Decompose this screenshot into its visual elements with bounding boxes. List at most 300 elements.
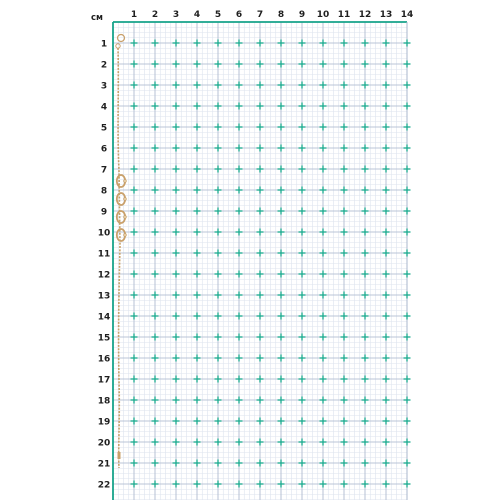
crosshair-mark [131,124,138,131]
crosshair-mark [215,61,222,68]
crosshair-mark [215,82,222,89]
crosshair-mark [236,229,243,236]
crosshair-mark [152,460,159,467]
crosshair-mark [194,376,201,383]
crosshair-mark [215,271,222,278]
crosshair-mark [215,187,222,194]
crosshair-mark [404,439,411,446]
crosshair-mark [341,82,348,89]
crosshair-mark [299,439,306,446]
crosshair-mark [341,334,348,341]
column-label: 9 [298,10,306,20]
crosshair-mark [299,481,306,488]
crosshair-mark [362,208,369,215]
crosshair-mark [131,334,138,341]
crosshair-mark [299,103,306,110]
column-label: 8 [277,10,285,20]
row-label: 16 [97,354,111,365]
row-label: 5 [100,123,108,134]
column-label: 10 [316,10,330,20]
crosshair-mark [152,208,159,215]
crosshair-mark [404,187,411,194]
crosshair-mark [173,103,180,110]
crosshair-mark [152,418,159,425]
crosshair-mark [383,418,390,425]
crosshair-mark [404,334,411,341]
crosshair-mark [236,82,243,89]
row-label: 1 [100,39,108,50]
crosshair-mark [194,418,201,425]
row-label: 9 [100,207,108,218]
crosshair-mark [236,460,243,467]
crosshair-mark [215,208,222,215]
row-label: 12 [97,270,111,281]
crosshair-mark [215,166,222,173]
crosshair-mark [257,103,264,110]
crosshair-mark [341,229,348,236]
crosshair-mark [131,61,138,68]
crosshair-mark [278,40,285,47]
crosshair-mark [278,376,285,383]
crosshair-mark [257,271,264,278]
crosshair-mark [173,313,180,320]
crosshair-mark [194,187,201,194]
crosshair-mark [278,481,285,488]
crosshair-mark [404,61,411,68]
crosshair-mark [299,355,306,362]
crosshair-mark [257,208,264,215]
crosshair-mark [194,82,201,89]
crosshair-mark [215,481,222,488]
crosshair-mark [320,61,327,68]
crosshair-mark [320,82,327,89]
crosshair-mark [320,250,327,257]
crosshair-mark [362,229,369,236]
crosshair-mark [194,208,201,215]
crosshair-mark [362,40,369,47]
crosshair-mark [320,460,327,467]
crosshair-mark [299,250,306,257]
crosshair-mark [404,313,411,320]
crosshair-mark [257,376,264,383]
crosshair-mark [404,376,411,383]
crosshair-mark [131,103,138,110]
crosshair-mark [257,145,264,152]
crosshair-mark [383,82,390,89]
crosshair-mark [215,418,222,425]
crosshair-mark [131,229,138,236]
crosshair-mark [404,481,411,488]
crosshair-mark [362,250,369,257]
crosshair-mark [362,481,369,488]
crosshair-mark [299,292,306,299]
crosshair-mark [131,145,138,152]
crosshair-mark [341,355,348,362]
crosshair-mark [173,208,180,215]
crosshair-mark [215,355,222,362]
column-label: 13 [379,10,393,20]
crosshair-mark [236,418,243,425]
crosshair-mark [215,397,222,404]
crosshair-mark [131,397,138,404]
column-label: 11 [337,10,351,20]
crosshair-mark [299,376,306,383]
crosshair-mark [341,250,348,257]
column-label: 7 [256,10,264,20]
crosshair-mark [299,418,306,425]
crosshair-mark [173,145,180,152]
crosshair-mark [236,208,243,215]
crosshair-mark [173,292,180,299]
crosshair-mark [341,313,348,320]
crosshair-mark [236,313,243,320]
crosshair-mark [236,61,243,68]
crosshair-mark [173,124,180,131]
crosshair-mark [173,460,180,467]
crosshair-mark [299,61,306,68]
crosshair-mark [236,292,243,299]
crosshair-mark [341,439,348,446]
crosshair-mark [173,166,180,173]
crosshair-mark [299,187,306,194]
crosshair-mark [299,229,306,236]
pendant-bead [124,216,127,219]
crosshair-mark [194,61,201,68]
crosshair-mark [362,334,369,341]
crosshair-mark [383,355,390,362]
crosshair-mark [173,187,180,194]
crosshair-mark [173,355,180,362]
crosshair-mark [383,145,390,152]
crosshair-mark [404,124,411,131]
crosshair-mark [362,187,369,194]
crosshair-mark [194,271,201,278]
crosshair-mark [320,334,327,341]
crosshair-mark [152,124,159,131]
crosshair-mark [299,208,306,215]
crosshair-mark [404,145,411,152]
crosshair-mark [173,40,180,47]
crosshair-mark [320,292,327,299]
crosshair-mark [131,208,138,215]
crosshair-mark [278,82,285,89]
crosshair-mark [173,334,180,341]
crosshair-mark [194,460,201,467]
crosshair-mark [257,481,264,488]
crosshair-mark [320,103,327,110]
crosshair-mark [152,271,159,278]
crosshair-mark [341,292,348,299]
crosshair-mark [383,271,390,278]
crosshair-mark [194,40,201,47]
crosshair-mark [278,271,285,278]
crosshair-mark [236,439,243,446]
column-label: 4 [193,10,201,20]
crosshair-mark [341,418,348,425]
unit-label: см [91,13,103,23]
crosshair-mark [152,376,159,383]
crosshair-mark [341,145,348,152]
crosshair-mark [152,82,159,89]
crosshair-mark [215,40,222,47]
crosshair-mark [383,103,390,110]
crosshair-mark [383,61,390,68]
chain-end-tag [118,452,121,459]
crosshair-mark [404,208,411,215]
crosshair-mark [278,103,285,110]
crosshair-mark [278,124,285,131]
crosshair-mark [383,187,390,194]
crosshair-mark [362,166,369,173]
crosshair-mark [215,145,222,152]
row-label: 15 [97,333,111,344]
crosshair-mark [194,481,201,488]
crosshair-mark [320,355,327,362]
crosshair-mark [257,292,264,299]
crosshair-mark [278,313,285,320]
crosshair-mark [131,355,138,362]
crosshair-mark [299,397,306,404]
crosshair-mark [152,61,159,68]
crosshair-mark [299,271,306,278]
crosshair-mark [152,145,159,152]
crosshair-mark [362,460,369,467]
crosshair-mark [194,229,201,236]
crosshair-mark [341,124,348,131]
crosshair-mark [257,82,264,89]
row-label: 13 [97,291,111,302]
crosshair-mark [215,376,222,383]
crosshair-mark [383,376,390,383]
column-label: 12 [358,10,372,20]
crosshair-mark [215,460,222,467]
crosshair-mark [299,40,306,47]
crosshair-mark [152,166,159,173]
crosshair-mark [320,166,327,173]
crosshair-mark [152,334,159,341]
crosshair-mark [320,439,327,446]
crosshair-mark [320,208,327,215]
crosshair-mark [194,355,201,362]
column-label: 2 [151,10,159,20]
crosshair-mark [215,229,222,236]
crosshair-mark [383,166,390,173]
crosshair-mark [299,334,306,341]
crosshair-mark [236,40,243,47]
crosshair-mark [194,103,201,110]
row-label: 3 [100,81,108,92]
column-labels [131,10,413,20]
crosshair-mark [341,187,348,194]
crosshair-mark [362,82,369,89]
necklace-chain-image [116,35,127,469]
row-label: 17 [97,375,111,386]
row-label: 19 [97,417,111,428]
crosshair-mark [341,61,348,68]
crosshair-mark [320,40,327,47]
crosshair-mark [236,103,243,110]
crosshair-mark [278,250,285,257]
crosshair-mark [131,166,138,173]
crosshair-mark [215,103,222,110]
crosshair-mark [131,460,138,467]
crosshair-mark [299,124,306,131]
crosshair-mark [362,418,369,425]
row-label: 18 [97,396,111,407]
crosshair-mark [278,187,285,194]
crosshair-mark [341,208,348,215]
crosshair-mark [257,418,264,425]
crosshair-mark [362,292,369,299]
crosshair-mark [152,103,159,110]
row-label: 7 [100,165,108,176]
crosshair-mark [383,229,390,236]
crosshair-mark [383,292,390,299]
crosshair-mark [278,166,285,173]
row-label: 6 [100,144,108,155]
crosshair-mark [257,250,264,257]
crosshair-mark [383,439,390,446]
crosshair-mark [320,124,327,131]
crosshair-mark [257,61,264,68]
crosshair-mark [299,460,306,467]
crosshair-mark [299,82,306,89]
crosshair-mark [404,229,411,236]
crosshair-mark [299,145,306,152]
crosshair-mark [257,460,264,467]
crosshair-mark [173,82,180,89]
crosshair-mark [236,355,243,362]
crosshair-mark [362,313,369,320]
crosshair-mark [404,103,411,110]
crosshair-mark [173,397,180,404]
crosshair-mark [152,250,159,257]
row-label: 22 [97,480,111,491]
crosshair-mark [341,397,348,404]
crosshair-mark [173,250,180,257]
crosshair-mark [236,397,243,404]
row-label: 11 [97,249,111,260]
crosshair-mark [257,313,264,320]
crosshair-mark [404,418,411,425]
crosshair-mark [257,40,264,47]
column-label: 1 [130,10,138,20]
crosshair-mark [362,61,369,68]
crosshair-mark [404,292,411,299]
crosshair-mark [152,229,159,236]
crosshair-mark [131,82,138,89]
crosshair-mark [236,145,243,152]
crosshair-mark [320,376,327,383]
crosshair-mark [383,250,390,257]
crosshair-mark [383,208,390,215]
crosshair-mark [341,481,348,488]
crosshair-mark [215,250,222,257]
crosshair-mark [173,439,180,446]
crosshair-mark [278,439,285,446]
crosshair-mark [257,397,264,404]
row-label: 21 [97,459,111,470]
crosshair-mark [236,250,243,257]
crosshair-mark [320,481,327,488]
crosshair-mark [383,397,390,404]
crosshair-mark [383,40,390,47]
major-grid-lines [113,22,407,500]
pendant-bead [124,198,127,201]
crosshair-mark [404,397,411,404]
crosshair-mark [320,145,327,152]
crosshair-mark [341,460,348,467]
crosshair-mark [278,418,285,425]
crosshair-mark [299,166,306,173]
crosshair-mark [173,481,180,488]
crosshair-mark [404,271,411,278]
crosshair-mark [362,124,369,131]
crosshair-mark [215,334,222,341]
row-label: 4 [100,102,108,113]
crosshair-mark [278,397,285,404]
crosshair-mark [278,229,285,236]
crosshair-mark [383,334,390,341]
crosshair-mark [215,313,222,320]
crosshair-mark [194,397,201,404]
crosshair-mark [299,313,306,320]
crosshair-mark [131,313,138,320]
crosshair-mark [404,355,411,362]
crosshair-mark [152,187,159,194]
crosshair-mark [362,103,369,110]
column-label: 3 [172,10,180,20]
crosshair-mark [194,334,201,341]
crosshair-mark [131,376,138,383]
crosshair-mark [236,166,243,173]
crosshair-mark [320,187,327,194]
crosshair-mark [131,418,138,425]
crosshair-mark [236,334,243,341]
crosshair-mark [152,313,159,320]
crosshair-mark [320,229,327,236]
crosshair-mark [194,250,201,257]
crosshair-mark [194,292,201,299]
crosshair-mark [404,40,411,47]
crosshair-mark [194,124,201,131]
crosshair-mark [362,355,369,362]
crosshair-mark [257,439,264,446]
row-label: 10 [97,228,111,239]
crosshair-mark [236,124,243,131]
crosshair-mark [194,166,201,173]
column-label: 6 [235,10,243,20]
crosshair-mark [320,271,327,278]
crosshair-mark [236,481,243,488]
crosshair-mark [341,103,348,110]
crosshair-mark [131,292,138,299]
crosshair-mark [383,124,390,131]
row-label: 14 [97,312,111,323]
crosshair-mark [320,418,327,425]
crosshair-mark [152,355,159,362]
crosshair-mark [278,334,285,341]
crosshair-mark [236,187,243,194]
crosshair-mark [131,439,138,446]
row-label: 2 [100,60,108,71]
crosshair-mark [362,376,369,383]
crosshair-mark [257,166,264,173]
crosshair-mark [257,229,264,236]
crosshair-mark [278,61,285,68]
crosshair-mark [383,460,390,467]
crosshair-mark [215,439,222,446]
